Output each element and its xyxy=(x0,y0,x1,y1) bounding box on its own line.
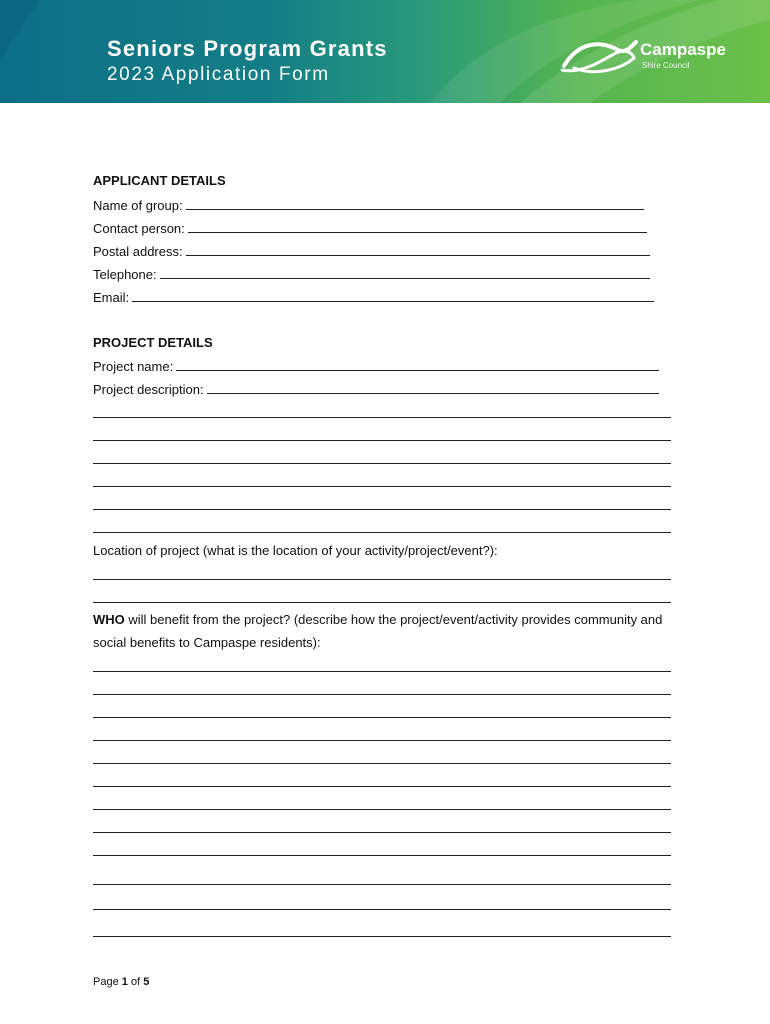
telephone-field[interactable] xyxy=(160,267,650,279)
council-logo xyxy=(560,36,740,76)
postal-address-row xyxy=(93,244,650,259)
description-line[interactable] xyxy=(93,486,671,487)
campaspe-logo-icon xyxy=(560,36,638,76)
contact-person-field[interactable] xyxy=(188,221,647,233)
page-word: Page xyxy=(93,976,119,988)
benefits-line[interactable] xyxy=(93,740,671,741)
project-name-label: Project name: xyxy=(93,359,174,374)
name-of-group-label: Name of group: xyxy=(93,198,183,213)
page-number xyxy=(93,976,149,988)
email-row xyxy=(93,290,654,305)
description-line[interactable] xyxy=(93,509,671,510)
email-label: Email: xyxy=(93,290,130,305)
telephone-row xyxy=(93,267,650,282)
project-name-row xyxy=(93,359,659,374)
benefits-line[interactable] xyxy=(93,694,671,695)
location-line[interactable] xyxy=(93,602,671,603)
location-line[interactable] xyxy=(93,579,671,580)
logo-subtext: Shire Council xyxy=(642,61,690,70)
location-label: Location of project (what is the location of your activity/project/event?): xyxy=(93,543,498,558)
header-banner xyxy=(0,0,770,103)
current-page: 1 xyxy=(121,976,128,988)
description-line[interactable] xyxy=(93,463,671,464)
project-description-field[interactable] xyxy=(207,382,659,394)
project-details-heading: PROJECT DETAILS xyxy=(93,335,213,350)
logo-name: Campaspe xyxy=(640,40,726,59)
description-line[interactable] xyxy=(93,532,671,533)
benefits-line[interactable] xyxy=(93,909,671,910)
description-line[interactable] xyxy=(93,417,671,418)
who-emphasis: WHO xyxy=(93,612,125,627)
postal-address-label: Postal address: xyxy=(93,244,183,259)
description-line[interactable] xyxy=(93,440,671,441)
name-of-group-row xyxy=(93,198,644,213)
benefits-line[interactable] xyxy=(93,884,671,885)
project-description-label: Project description: xyxy=(93,382,204,397)
postal-address-field[interactable] xyxy=(186,244,650,256)
benefits-line[interactable] xyxy=(93,809,671,810)
who-question-text: will benefit from the project? (describe how the project/event/activity provides community and social benefits to Campaspe residents): xyxy=(93,612,663,650)
form-title: Seniors Program Grants xyxy=(107,36,388,61)
email-field[interactable] xyxy=(132,290,654,302)
benefits-line[interactable] xyxy=(93,717,671,718)
contact-person-row xyxy=(93,221,647,236)
telephone-label: Telephone: xyxy=(93,267,157,282)
benefits-line[interactable] xyxy=(93,786,671,787)
form-subtitle: 2023 Application Form xyxy=(107,64,330,85)
who-benefits-question xyxy=(93,608,683,654)
project-name-field[interactable] xyxy=(176,359,659,371)
benefits-line[interactable] xyxy=(93,763,671,764)
benefits-line[interactable] xyxy=(93,671,671,672)
project-description-row xyxy=(93,382,659,397)
contact-person-label: Contact person: xyxy=(93,221,185,236)
applicant-details-heading: APPLICANT DETAILS xyxy=(93,173,226,188)
benefits-line[interactable] xyxy=(93,855,671,856)
benefits-line[interactable] xyxy=(93,936,671,937)
total-pages: 5 xyxy=(143,976,150,988)
name-of-group-field[interactable] xyxy=(186,198,644,210)
benefits-line[interactable] xyxy=(93,832,671,833)
of-word: of xyxy=(130,976,141,988)
